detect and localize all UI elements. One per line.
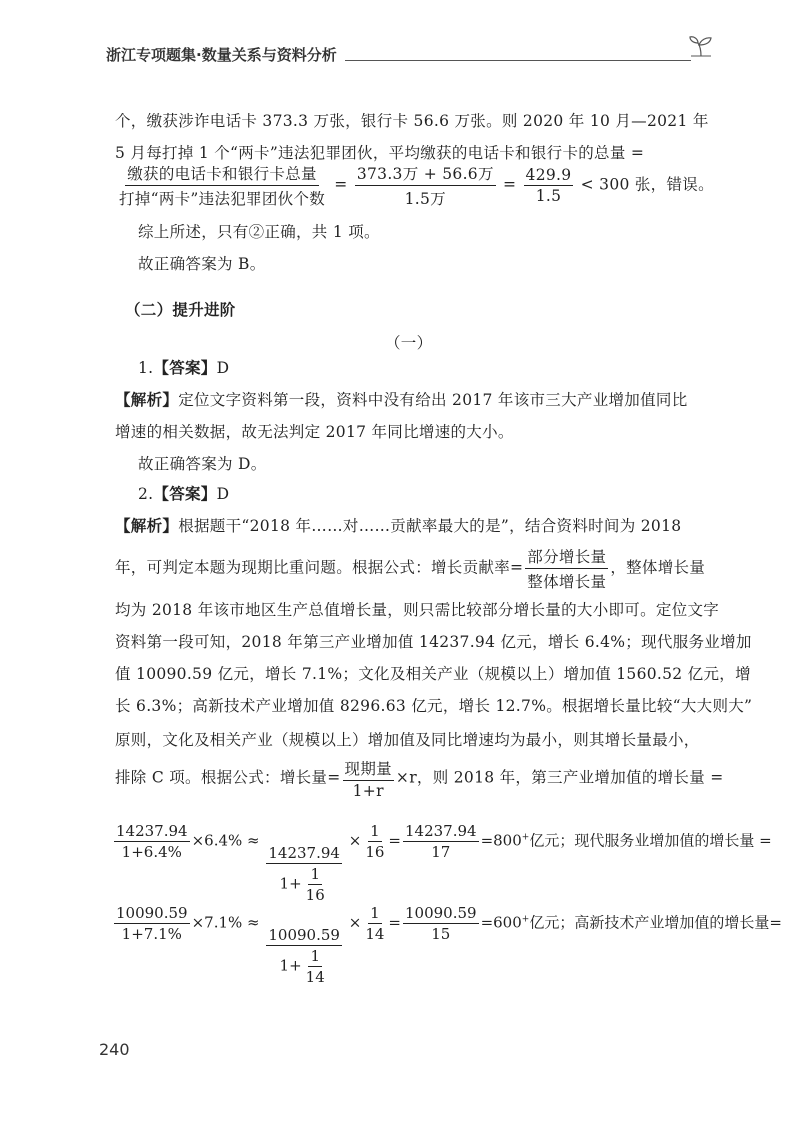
fraction: $\frac{\text{373.3万 + 56.6万}}{\text{1.5万}}$ — [355, 162, 496, 209]
sub-heading: （一） — [385, 334, 433, 352]
explanation-line: 【解析】根据题干“2018 年……对……贡献率最大的是”，结合资料时间为 2018 — [115, 517, 682, 535]
math-line: $\frac{10090.59}{1+7.1\%}$ ×7.1% ≈ 10090.59 1+ $\frac{1}{14}$ × $\frac{1}{14}$ = $\frac{10090.59}{15}$ =600+亿元；高新技术产业增加值的增长量= — [116, 904, 782, 986]
section-heading: （二）提升进阶 — [125, 301, 236, 319]
text-line: 值 10090.59 亿元，增长 7.1%；文化及相关产业（规模以上）增加值 1560.52 亿元，增 — [115, 665, 751, 683]
text-line: 资料第一段可知，2018 年第三产业增加值 14237.94 亿元，增长 6.4%；现代服务业增加 — [115, 633, 752, 651]
text-line: 故正确答案为 B。 — [138, 255, 266, 273]
question-answer: 1.【答案】D — [138, 359, 230, 377]
running-header: 浙江专项题集·数量关系与资料分析 — [106, 46, 337, 64]
fraction: $\frac{429.9}{1.5}$ — [525, 166, 572, 205]
text-line: 综上所述，只有②正确，共 1 项。 — [138, 223, 380, 241]
formula-line: $\frac{\text{缴获的电话卡和银行卡总量}}{\text{打掉“两卡”违法犯罪团伙个数}}$ = $\frac{\text{373.3万 + 56.6万}}{\text{1.5万}}$ = $\frac{429.9}{1.5}$ < 300 张，错误。 — [115, 162, 714, 209]
text-line: 5 月每打掉 1 个“两卡”违法犯罪团伙，平均缴获的电话卡和银行卡的总量 = — [115, 144, 645, 162]
formula-line: 年，可判定本题为现期比重问题。根据公式：增长贡献率= $\frac{\text{部分增长量}}{\text{整体增长量}}$ ，整体增长量 — [115, 545, 705, 592]
text-line: 长 6.3%；高新技术产业增加值 8296.63 亿元，增长 12.7%。根据增长量比较“大大则大” — [115, 697, 753, 715]
question-answer: 2.【答案】D — [138, 485, 230, 503]
header-rule — [345, 60, 691, 61]
text-line: 增速的相关数据，故无法判定 2017 年同比增速的大小。 — [115, 423, 514, 441]
fraction: $\frac{\text{缴获的电话卡和银行卡总量}}{\text{打掉“两卡”违法犯罪团伙个数}}$ — [117, 162, 327, 209]
sprout-icon — [688, 32, 714, 58]
page-number: 240 — [99, 1040, 130, 1059]
fraction: $\frac{\text{部分增长量}}{\text{整体增长量}}$ — [525, 545, 608, 592]
fraction: $\frac{\text{现期量}}{1+r}$ — [343, 757, 394, 800]
math-line: $\frac{14237.94}{1+6.4\%}$ ×6.4% ≈ 14237.94 1+ $\frac{1}{16}$ × $\frac{1}{16}$ = $\frac{14237.94}{17}$ =800+亿元；现代服务业增加值的增长量 = — [116, 822, 772, 904]
text-line: 原则，文化及相关产业（规模以上）增加值及同比增速均为最小，则其增长量最小， — [115, 731, 700, 749]
text-line: 故正确答案为 D。 — [138, 455, 267, 473]
text-line: 个，缴获涉诈电话卡 373.3 万张，银行卡 56.6 万张。则 2020 年 10 月—2021 年 — [115, 112, 709, 130]
formula-line: 排除 C 项。根据公式：增长量= $\frac{\text{现期量}}{1+r}$ ×r，则 2018 年，第三产业增加值的增长量 = — [115, 757, 724, 800]
text-line: 均为 2018 年该市地区生产总值增长量，则只需比较部分增长量的大小即可。定位文字 — [115, 601, 720, 619]
explanation-line: 【解析】定位文字资料第一段，资料中没有给出 2017 年该市三大产业增加值同比 — [115, 391, 688, 409]
